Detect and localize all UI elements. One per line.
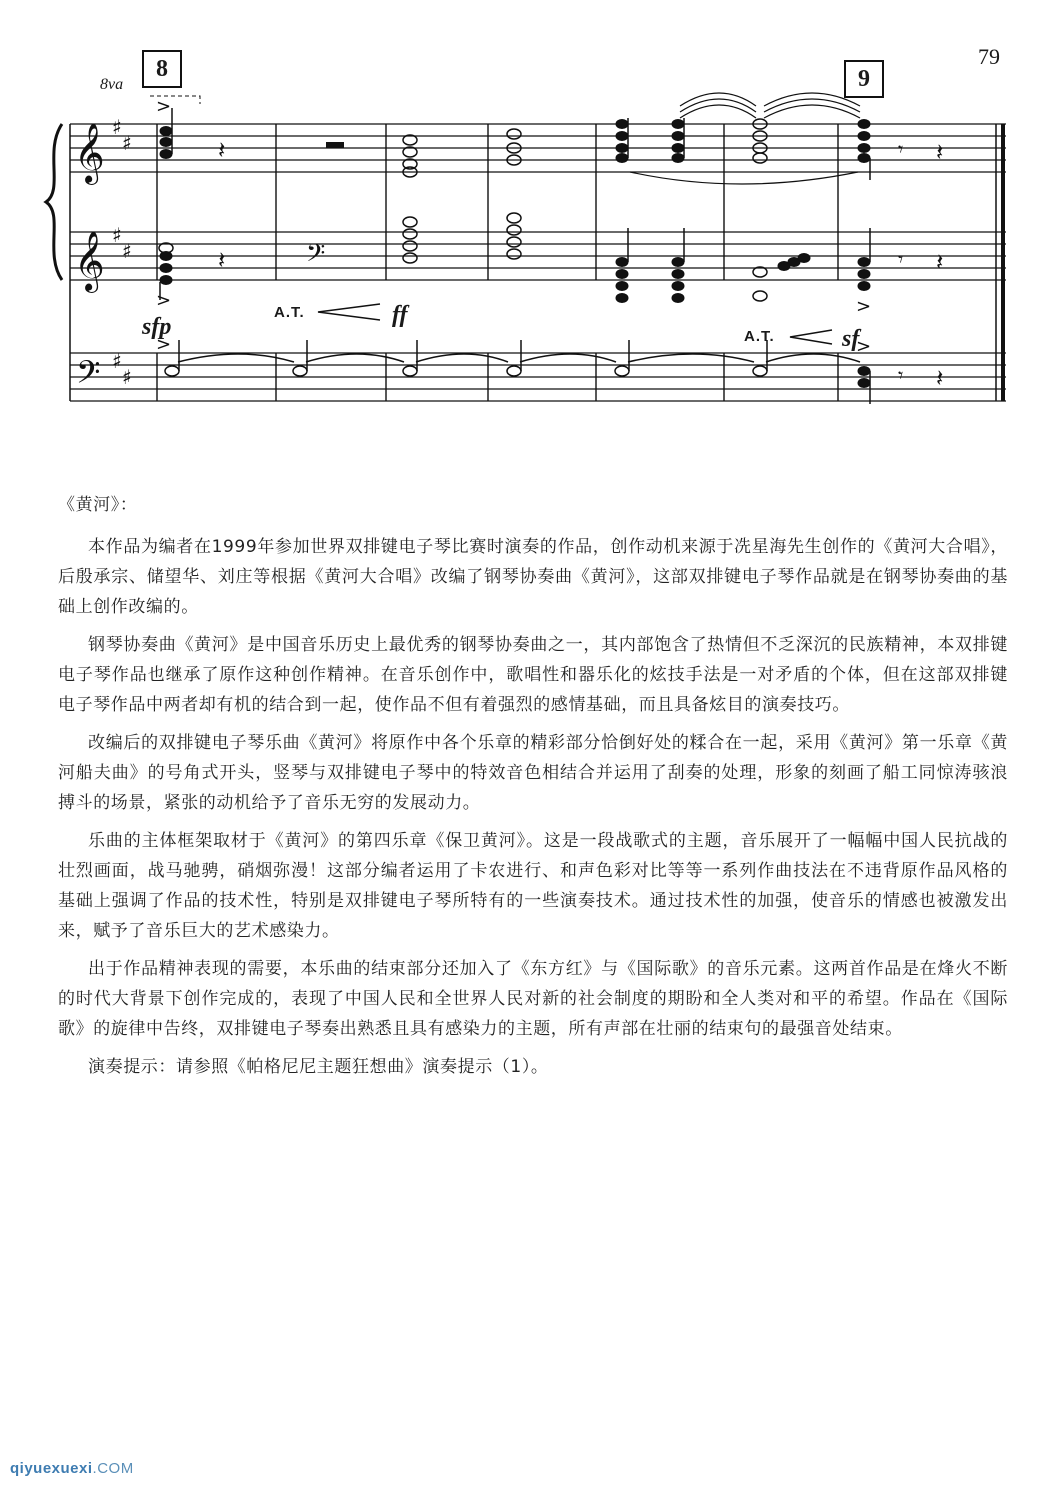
svg-text:𝄽: 𝄽 [218, 246, 226, 274]
dynamic-ff: ff [392, 302, 408, 328]
paragraph-2: 钢琴协奏曲《黄河》是中国音乐历史上最优秀的钢琴协奏曲之一，其内部饱含了热情但不乏深沉的民族精神，本双排键电子琴作品也继承了原作这种创作精神。在音乐创作中，歌唱性和器乐化的炫技手法是一对矛盾的个体，但在这部双排键电子琴作品中两者却有机的结合到一起，使作品不但有着强烈的感情基础，而且具备炫目的演奏技巧。 [58, 635, 1008, 715]
paragraph-3: 改编后的双排键电子琴乐曲《黄河》将原作中各个乐章的精彩部分恰倒好处的糅合在一起，采用《黄河》第一乐章《黄河船夫曲》的号角式开头，竖琴与双排键电子琴中的特效音色相结合并运用了刮奏的处理，形象的刻画了船工同惊涛骇浪搏斗的场景，紧张的动机给予了音乐无穷的发展动力。 [58, 733, 1008, 813]
watermark-brand: qiyuexuexi [10, 1460, 93, 1477]
rehearsal-mark-8: 8 [142, 50, 182, 88]
svg-text:𝄽: 𝄽 [936, 138, 944, 166]
svg-text:♯: ♯ [112, 115, 122, 139]
svg-text:𝄢: 𝄢 [76, 354, 101, 398]
svg-text:𝄢: 𝄢 [306, 239, 326, 274]
ottava-mark: 8va [100, 76, 124, 93]
svg-text:𝄾: 𝄾 [898, 137, 904, 161]
paragraph-5: 出于作品精神表现的需要，本乐曲的结束部分还加入了《东方红》与《国际歌》的音乐元素。这两首作品是在烽火不断的时代大背景下创作完成的，表现了中国人民和全世界人民对新的社会制度的期盼和全人类对和平的希望。作品在《国际歌》的旋律中告终，双排键电子琴奏出熟悉且具有感染力的主题，所有声部在壮丽的结束句的最强音处结束。 [58, 959, 1008, 1039]
svg-text:♯: ♯ [122, 365, 132, 389]
svg-text:𝄞: 𝄞 [74, 231, 105, 291]
svg-text:>: > [156, 334, 172, 355]
dynamic-sf: sf [842, 326, 860, 352]
work-title: 《黄河》： [58, 495, 138, 515]
svg-text:𝄽: 𝄽 [936, 364, 944, 392]
svg-text:𝄞: 𝄞 [74, 123, 105, 183]
watermark [10, 1460, 134, 1477]
svg-text:♯: ♯ [122, 131, 132, 155]
svg-text:𝄾: 𝄾 [898, 363, 904, 387]
description-text [58, 490, 1008, 1090]
performance-note: 演奏提示：请参照《帕格尼尼主题狂想曲》演奏提示（1）。 [88, 1057, 549, 1077]
svg-text:𝄽: 𝄽 [936, 248, 944, 276]
page-number: 79 [978, 44, 1000, 69]
paragraph-1: 本作品为编者在1999年参加世界双排键电子琴比赛时演奏的作品，创作动机来源于冼星海先生创作的《黄河大合唱》，后殷承宗、储望华、刘庄等根据《黄河大合唱》改编了钢琴协奏曲《黄河》，这部双排键电子琴作品就是在钢琴协奏曲的基础上创作改编的。 [58, 537, 1008, 617]
rehearsal-mark-9: 9 [844, 60, 884, 98]
svg-text:>: > [156, 290, 172, 311]
svg-text:𝄽: 𝄽 [218, 136, 226, 164]
svg-text:♯: ♯ [112, 223, 122, 247]
technique-at-1: A.T. [274, 304, 305, 321]
svg-text:♯: ♯ [122, 239, 132, 263]
technique-at-2: A.T. [744, 328, 775, 345]
svg-text:𝄾: 𝄾 [898, 247, 904, 271]
paragraph-4: 乐曲的主体框架取材于《黄河》的第四乐章《保卫黄河》。这是一段战歌式的主题，音乐展开了一幅幅中国人民抗战的壮烈画面，战马驰骋，硝烟弥漫！这部分编者运用了卡农进行、和声色彩对比等等一系列作曲技法在不违背原作品风格的基础上强调了作品的技术性，特别是双排键电子琴所特有的一些演奏技术。通过技术性的加强，使音乐的情感也被激发出来，赋予了音乐巨大的艺术感染力。 [58, 831, 1008, 941]
dynamic-sfp: sfp [142, 314, 172, 340]
watermark-suffix: .COM [92, 1460, 134, 1477]
svg-text:>: > [856, 336, 872, 357]
svg-text:>: > [856, 296, 872, 317]
svg-text:>: > [156, 96, 172, 117]
svg-text:♯: ♯ [112, 349, 122, 373]
